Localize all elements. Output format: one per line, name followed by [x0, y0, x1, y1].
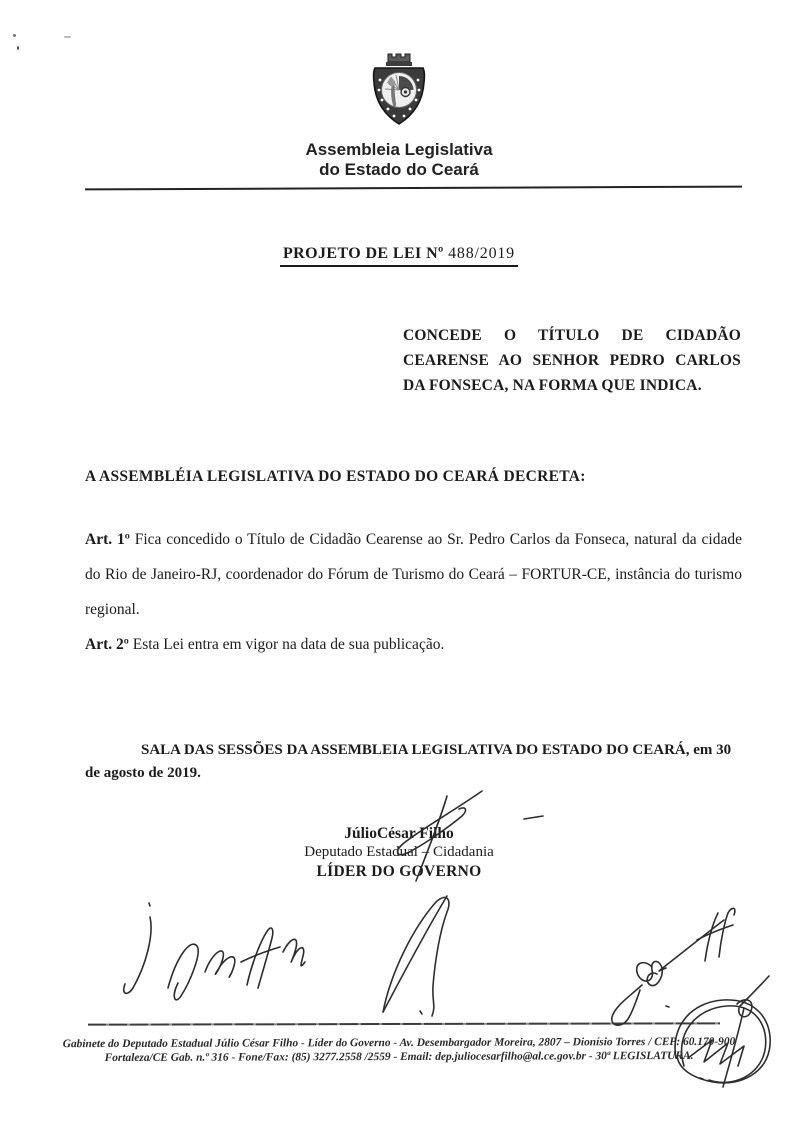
handwritten-signature-left: [124, 903, 305, 1000]
footer: [0, 1035, 798, 1066]
epigraph: CONCEDE O TÍTULO DE CIDADÃO CEARENSE AO SENHOR PEDRO CARLOS DA FONSECA, NA FORMA QUE INDICA.: [403, 327, 741, 394]
footer-divider: [88, 1022, 720, 1025]
org-name-line1: Assembleia Legislativa: [305, 140, 493, 159]
closing-statement: SALA DAS SESSÕES DA ASSEMBLEIA LEGISLATIVA DO ESTADO DO CEARÁ, em 30 de agosto de 2019.: [85, 742, 732, 781]
article-1: [85, 522, 742, 627]
document-title: [280, 245, 518, 267]
signer-name: JúlioCésar Filho: [344, 825, 454, 842]
letterhead: [0, 50, 798, 180]
title-number: 488/2019: [448, 245, 515, 262]
title-label: PROJETO DE LEI Nº: [283, 245, 444, 262]
ceara-coat-of-arms-icon: [360, 50, 438, 136]
org-name-line2: do Estado do Ceará: [319, 160, 479, 179]
footer-line2: Fortaleza/CE Gab. n.º 316 - Fone/Fax: (85) 3277.2558 /2559 - Email: dep.juliocesarfilho@al.ce.gov.br - 30ª LEGISLATURA.: [104, 1049, 694, 1065]
signature-block: [0, 824, 798, 881]
scan-speck: [13, 34, 16, 37]
handwritten-signature-center: [383, 896, 449, 1016]
article-2-label: Art. 2º: [85, 636, 129, 653]
article-2-text: Esta Lei entra em vigor na data de sua publicação.: [132, 636, 445, 653]
decree-line: A ASSEMBLÉIA LEGISLATIVA DO ESTADO DO CEARÁ DECRETA:: [85, 468, 586, 485]
signer-leadership-title: LÍDER DO GOVERNO: [316, 863, 482, 880]
header-divider: [85, 186, 742, 191]
signer-role: Deputado Estadual – Cidadania: [304, 844, 494, 860]
article-1-label: Art. 1º: [85, 531, 130, 548]
article-1-text: Fica concedido o Título de Cidadão Cearense ao Sr. Pedro Carlos da Fonseca, natural da cidade do Rio de Janeiro-RJ, coordenador do Fórum de Turismo do Ceará – FORTUR-CE, instância do turismo regional.: [85, 531, 742, 618]
scan-speck: [64, 36, 71, 38]
footer-line1: Gabinete do Deputado Estadual Júlio César Filho - Líder do Governo - Av. Desembargador Moreira, 2807 – Dionísio Torres / CEP: 60.170-900: [62, 1035, 736, 1051]
document-title-wrap: [0, 245, 798, 267]
article-2: [85, 633, 742, 657]
